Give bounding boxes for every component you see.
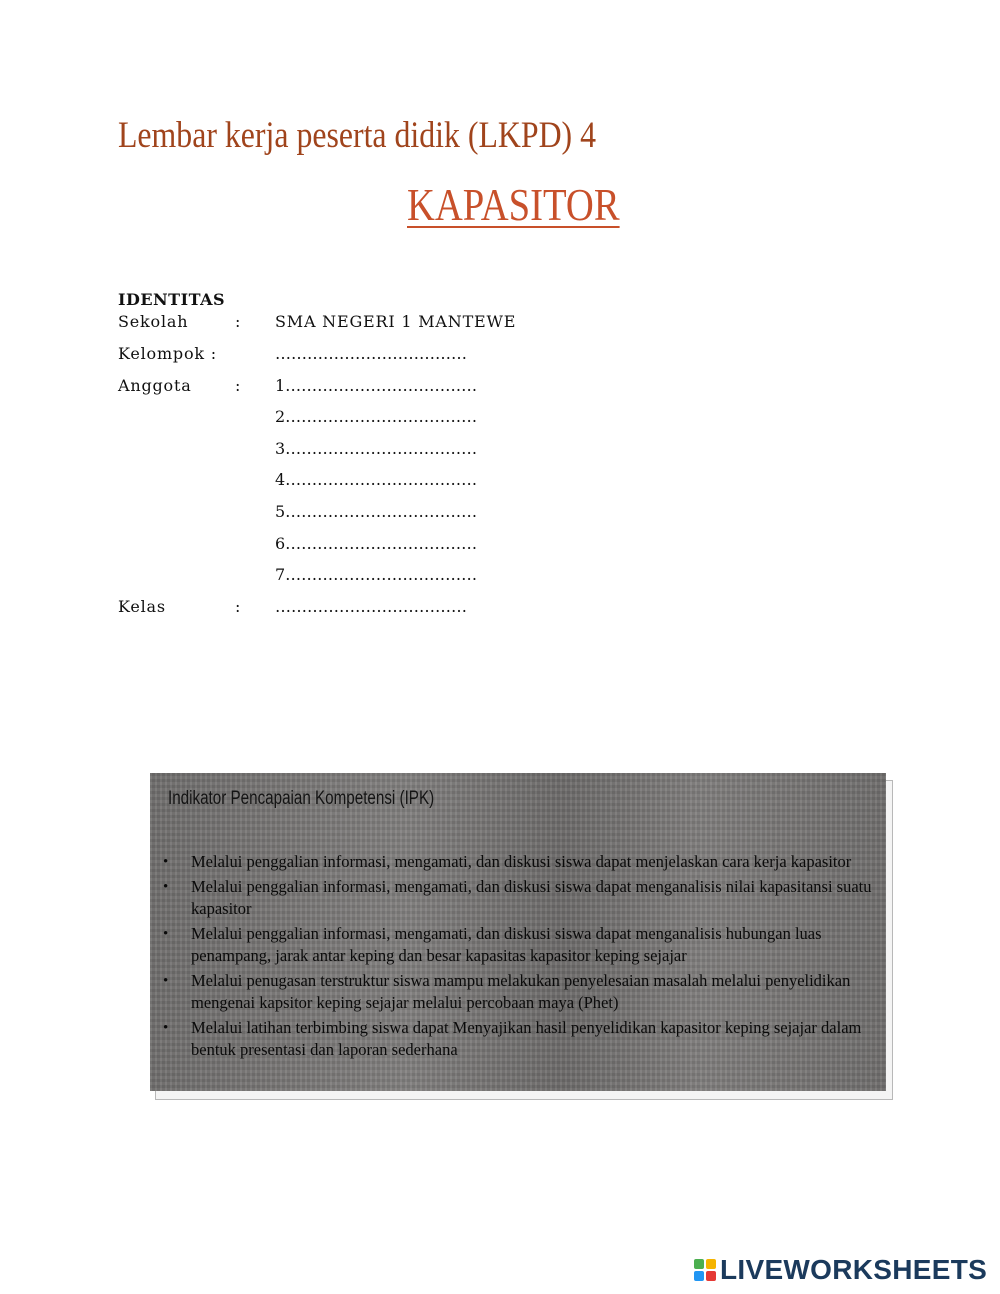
school-value: SMA NEGERI 1 MANTEWE xyxy=(275,312,517,331)
worksheet-title: Lembar kerja peserta didik (LKPD) 4 xyxy=(118,115,597,156)
ipk-item: • Melalui penggalian informasi, mengamati, dan diskusi siswa dapat menganalisis nilai kapasitansi suatu kapasitor xyxy=(160,876,886,920)
ipk-item: • Melalui penggalian informasi, mengamati, dan diskusi siswa dapat menganalisis hubungan luas penampang, jarak antar keping dan besar kapasitas kapasitor keping sejajar xyxy=(160,923,886,967)
ipk-item: • Melalui latihan terbimbing siswa dapat Menyajikan hasil penyelidikan kapasitor keping sejajar dalam bentuk presentasi dan laporan sederhana xyxy=(160,1017,886,1061)
class-label: Kelas xyxy=(118,597,166,616)
ipk-title: Indikator Pencapaian Kompetensi (IPK) xyxy=(168,788,435,809)
group-label: Kelompok : xyxy=(118,344,217,363)
class-colon: : xyxy=(235,597,242,616)
members-label: Anggota xyxy=(118,376,192,395)
ipk-item: • Melalui penggalian informasi, mengamati, dan diskusi siswa dapat menjelaskan cara kerja kapasitor xyxy=(160,851,886,873)
liveworksheets-logo-icon xyxy=(694,1259,716,1281)
identity-heading: IDENTITAS xyxy=(118,290,226,309)
member-field-5[interactable]: 5……………………………… xyxy=(275,502,478,521)
member-field-2[interactable]: 2……………………………… xyxy=(275,407,478,426)
member-field-6[interactable]: 6……………………………… xyxy=(275,534,478,553)
logo-text: LIVEWORKSHEETS xyxy=(720,1254,988,1285)
member-field-3[interactable]: 3……………………………… xyxy=(275,439,478,458)
group-field[interactable]: ……………………………… xyxy=(275,344,467,363)
logo-square-green xyxy=(694,1259,704,1269)
member-field-7[interactable]: 7……………………………… xyxy=(275,565,478,584)
member-field-1[interactable]: 1……………………………… xyxy=(275,376,478,395)
logo-square-yellow xyxy=(706,1259,716,1269)
logo-square-blue xyxy=(694,1271,704,1281)
member-field-4[interactable]: 4……………………………… xyxy=(275,470,478,489)
logo-square-red xyxy=(706,1271,716,1281)
ipk-item: • Melalui penugasan terstruktur siswa mampu melakukan penyelesaian masalah melalui penyelidikan mengenai kapsitor keping sejajar melalui percobaan maya (Phet) xyxy=(160,970,886,1014)
school-colon: : xyxy=(235,312,242,331)
ipk-list xyxy=(160,851,886,1064)
members-colon: : xyxy=(235,376,242,395)
school-label: Sekolah xyxy=(118,312,189,331)
ipk-box xyxy=(150,773,886,1091)
topic-title: KAPASITOR xyxy=(407,179,620,230)
liveworksheets-logo xyxy=(694,1255,987,1285)
class-field[interactable]: ……………………………… xyxy=(275,597,467,616)
